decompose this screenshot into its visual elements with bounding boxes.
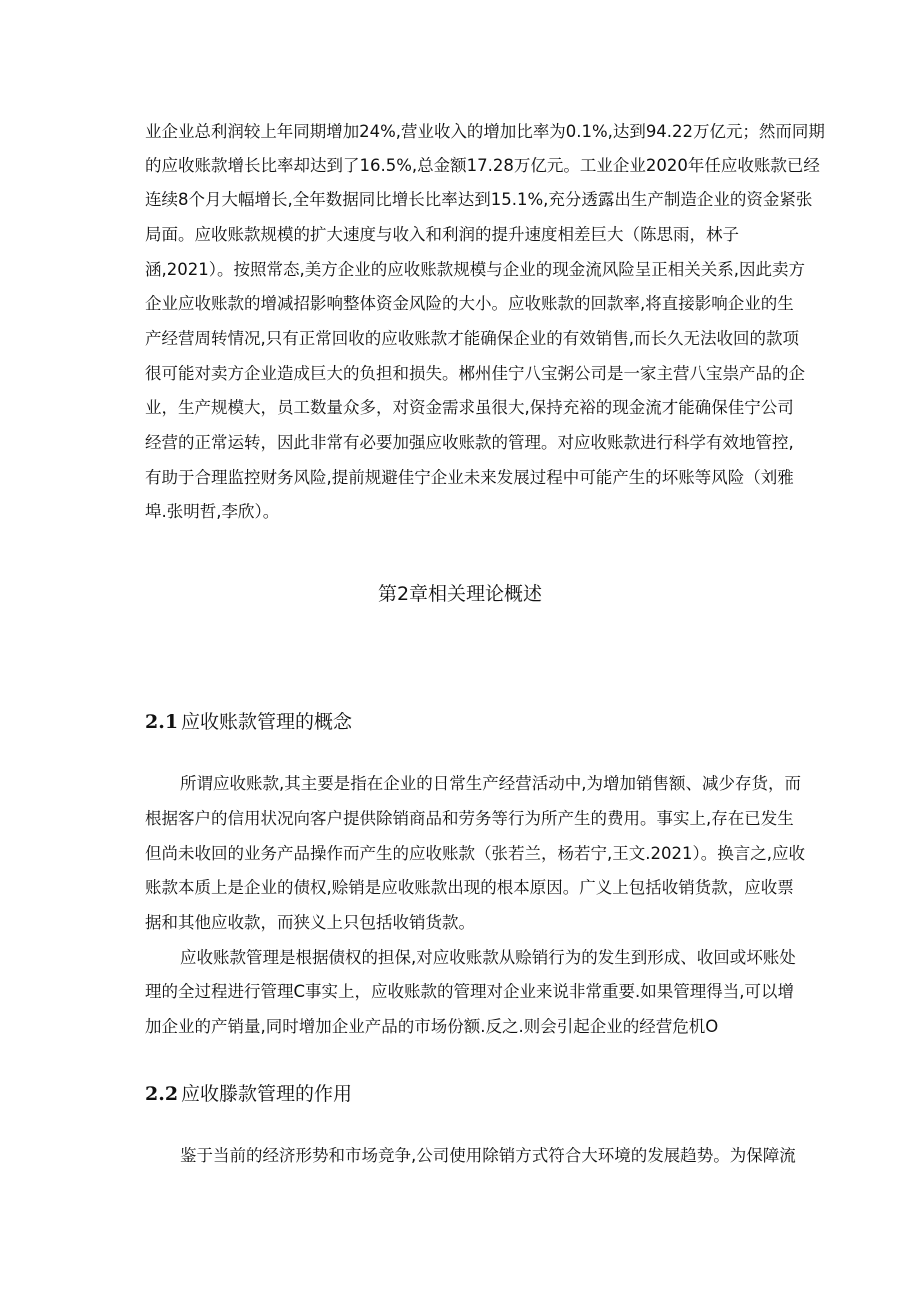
intro-line: 连续8个月大幅增长,全年数据同比增长比率达到15.1%,充分透露出生产制造企业的资金紧张: [145, 190, 813, 209]
paragraph-line: 账款本质上是企业的债权,赊销是应收账款出现的根本原因。广义上包括收销货款，应收票: [145, 878, 794, 897]
section-title: 应收账款管理的概念: [181, 711, 353, 733]
intro-line: 局面。应收账款规模的扩大速度与收入和利润的提升速度相差巨大（陈思雨，林子: [145, 225, 739, 244]
section-number: 2.2: [145, 1083, 179, 1105]
intro-line: 业，生产规模大，员工数量众多，对资金需求虽很大,保持充裕的现金流才能确保佳宁公司: [145, 398, 794, 417]
intro-line: 经营的正常运转，因此非常有必要加强应收账款的管理。对应收账款进行科学有效地管控,: [145, 433, 794, 452]
intro-line: 的应收账款增长比率却达到了16.5%,总金额17.28万亿元。工业企业2020年任应收账款已经: [145, 156, 820, 175]
section-heading-2-1: [145, 709, 352, 735]
intro-line: 埠.张明哲,李欣）。: [145, 502, 280, 521]
paragraph-line: 根据客户的信用状况向客户提供除销商品和劳务等行为所产生的费用。事实上,存在已发生: [145, 809, 794, 828]
intro-line: 涵,2021）。按照常态,美方企业的应收账款规模与企业的现金流风险呈正相关关系,因此卖方: [145, 260, 805, 279]
paragraph-line: 所谓应收账款,其主要是指在企业的日常生产经营活动中,为增加销售额、减少存货，而: [180, 774, 801, 793]
intro-line: 企业应收账款的增减招影响整体资金风险的大小。应收账款的回款率,将直接影响企业的生: [145, 294, 794, 313]
section-number: 2.1: [145, 711, 179, 733]
intro-line: 有助于合理监控财务风险,提前规避佳宁企业未来发展过程中可能产生的坏账等风险（刘雅: [145, 468, 794, 487]
intro-line: 很可能对卖方企业造成巨大的负担和损失。郴州佳宁八宝粥公司是一家主营八宝祟产品的企: [145, 364, 805, 383]
section-heading-2-2: [145, 1081, 352, 1107]
intro-line: 产经营周转情况,只有正常回收的应收账款才能确保企业的有效销售,而长久无法收回的款项: [145, 329, 799, 348]
section-title: 应收滕款管理的作用: [181, 1083, 353, 1105]
intro-line: 业企业总利润较上年同期增加24%,营业收入的增加比率为0.1%,达到94.22万亿元；然而同期: [145, 122, 825, 141]
paragraph-line: 据和其他应收款，而狭义上只包括收销货款。: [145, 913, 475, 932]
paragraph-line: 加企业的产销量,同时增加企业产品的市场份额.反之.则会引起企业的经营危机O: [145, 1017, 719, 1036]
paragraph-line: 但尚未收回的业务产品操作而产生的应收账款（张若兰，杨若宁,王文.2021）。换言之,应收: [145, 844, 805, 863]
chapter-title: 第2章相关理论概述: [377, 583, 543, 605]
paragraph-line: 应收账款管理是根据债权的担保,对应收账款从赊销行为的发生到形成、收回或坏账处: [180, 948, 796, 967]
paragraph-line: 鉴于当前的经济形势和市场竞争,公司使用除销方式符合大环境的发展趋势。为保障流: [180, 1146, 796, 1165]
paragraph-line: 理的全过程进行管理C事实上，应收账款的管理对企业来说非常重要.如果管理得当,可以增: [145, 982, 795, 1001]
